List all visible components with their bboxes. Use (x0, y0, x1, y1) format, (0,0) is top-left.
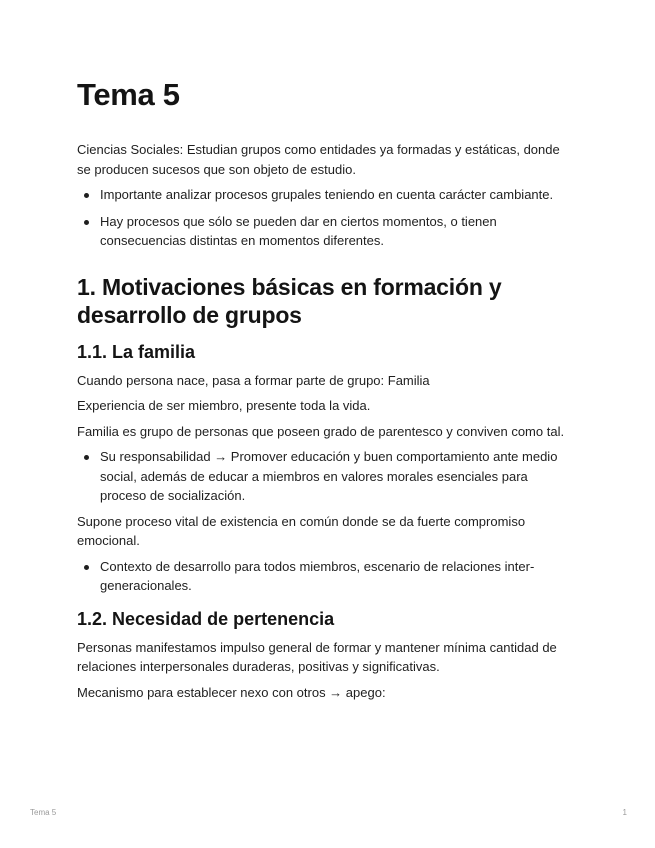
bullet-list (77, 557, 577, 596)
document-body (77, 140, 577, 708)
paragraph: Familia es grupo de personas que poseen grado de parentesco y conviven como tal. (77, 423, 565, 439)
footer-page-number: 1 (622, 808, 627, 817)
intro-bullet-list (77, 185, 577, 251)
paragraph: Personas manifestamos impulso general de formar y mantener mínima cantidad de relaciones interpersonales duraderas, positivas y significativas. (77, 639, 557, 674)
subsection-heading-pertenencia: 1.2. Necesidad de pertenencia (77, 608, 335, 629)
document-title: Tema 5 (77, 77, 180, 112)
intro-paragraph: Ciencias Sociales: Estudian grupos como entidades ya formadas y estáticas, donde se producen sucesos que son objeto de estudio. (77, 142, 560, 177)
bullet-icon (84, 565, 89, 570)
paragraph: Cuando persona nace, pasa a formar parte de grupo: Familia (77, 372, 430, 388)
list-item: Importante analizar procesos grupales teniendo en cuenta carácter cambiante. (77, 185, 577, 205)
paragraph: Supone proceso vital de existencia en común donde se da fuerte compromiso emocional. (77, 513, 526, 548)
paragraph: Experiencia de ser miembro, presente toda la vida. (77, 398, 371, 413)
bullet-icon (84, 455, 89, 460)
paragraph: Mecanismo para establecer nexo con otros → apego: (77, 684, 386, 700)
section-heading: 1. Motivaciones básicas en formación y desarrollo de grupos (77, 273, 502, 328)
bullet-icon (84, 220, 89, 225)
footer-document-title: Tema 5 (30, 808, 57, 817)
list-item: Su responsabilidad → Promover educación y buen comportamiento ante medio social, además de educar a miembros en valores morales esenciales para proceso de socialización. (77, 447, 577, 506)
subsection-heading-familia: 1.1. La familia (77, 341, 196, 362)
bullet-icon (84, 193, 89, 198)
list-item: Hay procesos que sólo se pueden dar en ciertos momentos, o tienen consecuencias distintas en momentos diferentes. (77, 212, 577, 251)
list-item: Contexto de desarrollo para todos miembros, escenario de relaciones inter-generacionales. (77, 557, 577, 596)
bullet-list (77, 447, 577, 506)
